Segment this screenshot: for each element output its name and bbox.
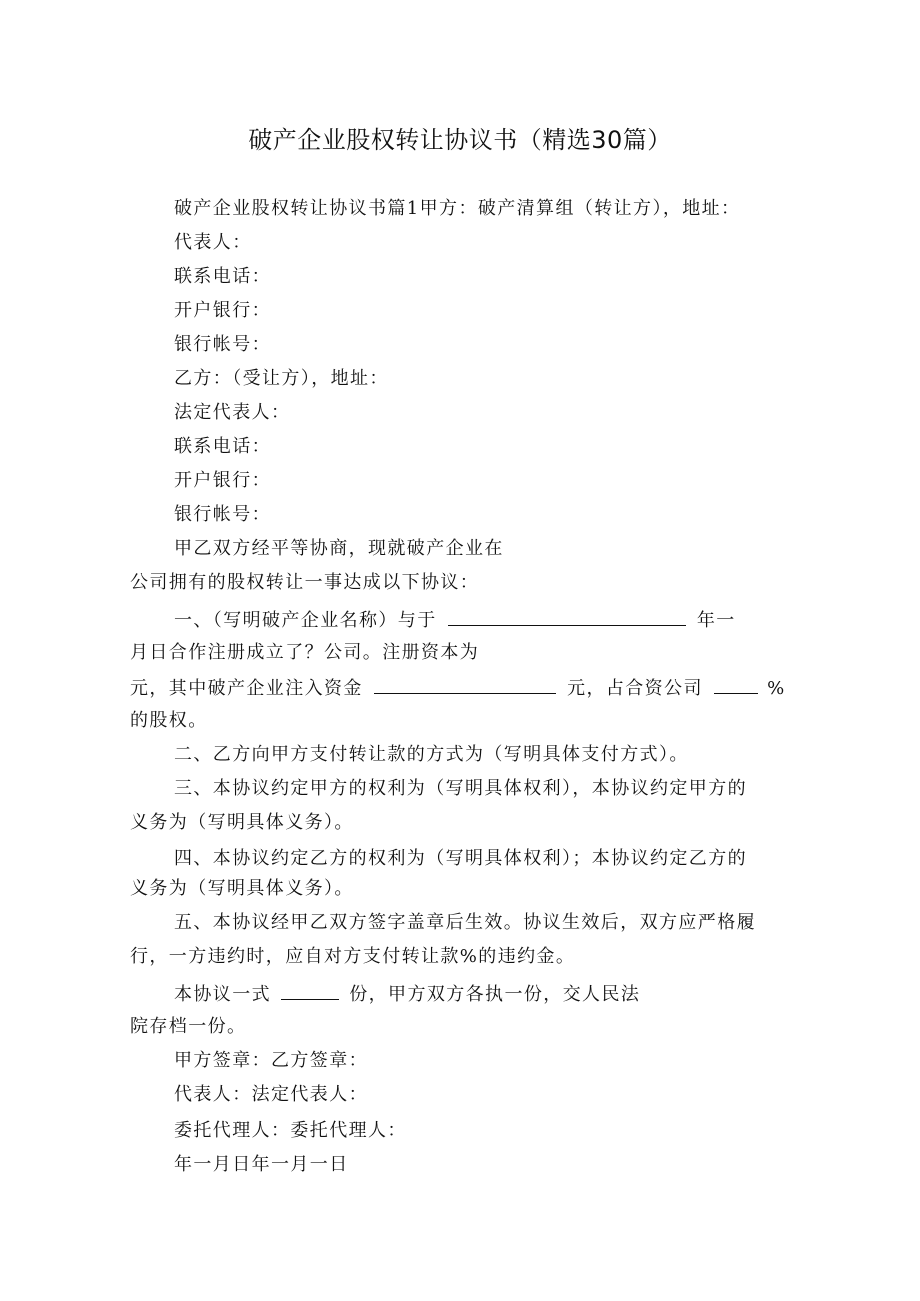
party-b-account: 银行帐号： [174, 504, 271, 525]
clause-5-line-2: 行，一方违约时，应自对方支付转让款%的违约金。 [130, 946, 576, 967]
party-a-account: 银行帐号： [174, 334, 271, 355]
copies-line-2: 院存档一份。 [130, 1016, 247, 1037]
clause-3-line-1: 三、本协议约定甲方的权利为（写明具体权利），本协议约定甲方的 [174, 778, 747, 799]
clause-1-line-2: 月日合作注册成立了？公司。注册资本为 [130, 642, 480, 663]
company-name-blank [448, 607, 686, 626]
signature-dates: 年一月日年一月一日 [174, 1154, 349, 1175]
preamble-line-2: 公司拥有的股权转让一事达成以下协议： [130, 572, 480, 593]
clause-5-line-1: 五、本协议经甲乙双方签字盖章后生效。协议生效后，双方应严格履 [174, 912, 756, 933]
party-b-phone: 联系电话： [174, 436, 271, 457]
copies-text-b: 份，甲方双方各执一份，交人民法 [349, 984, 641, 1005]
share-percent-blank [714, 675, 758, 694]
clause-1-line-4: 的股权。 [130, 710, 208, 731]
copies-count-blank [281, 981, 339, 1000]
party-a-header: 破产企业股权转让协议书篇1甲方：破产清算组（转让方），地址： [174, 198, 741, 219]
clause-4-line-1: 四、本协议约定乙方的权利为（写明具体权利）；本协议约定乙方的 [174, 848, 747, 869]
signature-agents: 委托代理人：委托代理人： [174, 1120, 407, 1141]
clause-1-text-f: % [767, 678, 786, 699]
clause-3-line-2: 义务为（写明具体义务）。 [130, 812, 354, 833]
clause-1-text-b: 年一 [696, 610, 736, 631]
copies-text-a: 本协议一式 [174, 984, 271, 1005]
party-a-representative: 代表人： [174, 232, 252, 253]
party-b-bank: 开户银行： [174, 470, 271, 491]
clause-2: 二、乙方向甲方支付转让款的方式为（写明具体支付方式）。 [174, 744, 689, 765]
party-b-legal-rep: 法定代表人： [174, 402, 291, 423]
capital-amount-blank [374, 675, 556, 694]
clause-4-line-2: 义务为（写明具体义务）。 [130, 878, 354, 899]
signature-representatives: 代表人：法定代表人： [174, 1084, 368, 1105]
clause-1-line-1 [174, 607, 736, 633]
preamble-line-1: 甲乙双方经平等协商，现就破产企业在 [174, 538, 504, 559]
party-a-phone: 联系电话： [174, 266, 271, 287]
clause-1-text-d: 元，其中破产企业注入资金 [130, 678, 363, 699]
document-title: 破产企业股权转让协议书（精选30篇） [248, 126, 672, 154]
clause-1-line-3 [130, 675, 786, 701]
clause-1-text-e: 元，占合资公司 [567, 678, 703, 699]
copies-line-1 [174, 981, 640, 1007]
signature-seals: 甲方签章：乙方签章： [174, 1050, 368, 1071]
party-a-bank: 开户银行： [174, 300, 271, 321]
clause-1-text-a: 一、（写明破产企业名称）与于 [174, 610, 437, 631]
party-b-header: 乙方：（受让方），地址： [174, 368, 389, 389]
